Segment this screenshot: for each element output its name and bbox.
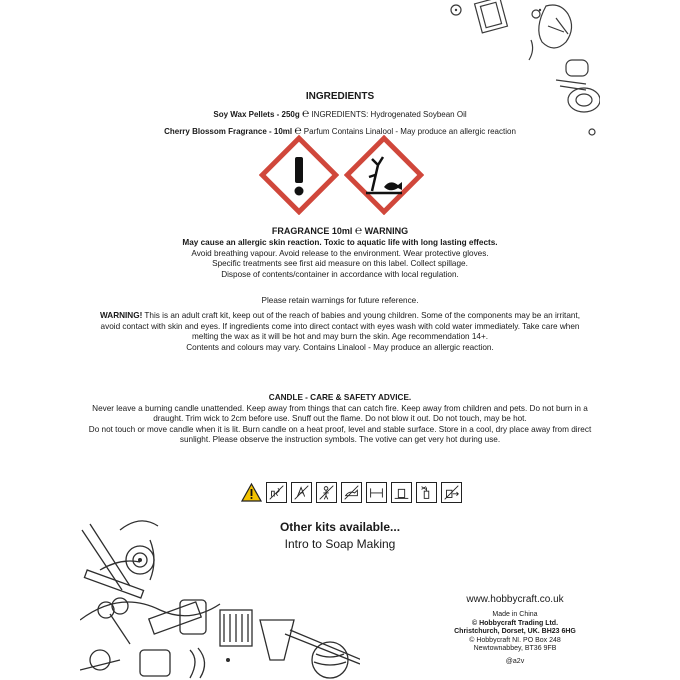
- ingredient-fragrance-text: Parfum Contains Linalool - May produce an allergic reaction: [303, 127, 516, 136]
- ingredients-heading: INGREDIENTS: [305, 91, 375, 102]
- hazard-statement: May cause an allergic skin reaction. Toxic to aquatic life with long lasting effects.: [182, 238, 498, 247]
- no-pets-icon: [341, 482, 362, 503]
- hazard-section: [80, 223, 600, 280]
- precaution-line-1: Avoid breathing vapour. Avoid release to the environment. Wear protective gloves.: [191, 248, 489, 258]
- warning-label: WARNING!: [100, 311, 143, 320]
- candle-advice-section: [86, 393, 594, 446]
- product-code: @a2v: [505, 657, 525, 665]
- candle-heading: CANDLE - CARE & SAFETY ADVICE.: [268, 393, 412, 402]
- min-distance-icon: [366, 482, 387, 503]
- no-draught-icon: [266, 482, 287, 503]
- warning-triangle-icon: [241, 482, 262, 503]
- company-info: [420, 594, 610, 667]
- other-kit-item: Intro to Soap Making: [284, 537, 396, 551]
- candle-para-2: Do not touch or move candle when it is lit. Burn candle on a heat proof, level and stable surface. Store in a cool, dry place away from direct sunlight. Please observe the instruction symbols. The votive can get very hot during use.: [88, 424, 592, 444]
- estimated-sign-hazard: ℮: [354, 223, 363, 237]
- candle-safety-symbols: [241, 482, 462, 503]
- ingredient-line-wax: [80, 106, 600, 121]
- fragrance-label: FRAGRANCE 10ml: [271, 226, 353, 236]
- exclamation-mark-pictogram: [259, 135, 339, 215]
- company-line-4: Newtownabbey, BT36 9FB: [473, 645, 557, 653]
- other-kits-section: [80, 520, 600, 551]
- retain-note: Please retain warnings for future reference.: [261, 296, 419, 305]
- fragrance-warning-line: [80, 223, 600, 238]
- website: www.hobbycraft.co.uk: [466, 594, 564, 605]
- heat-proof-surface-icon: [391, 482, 412, 503]
- no-moving-icon: [441, 482, 462, 503]
- warning-block: [92, 311, 588, 353]
- estimated-sign-wax: ℮: [302, 106, 310, 120]
- company-line-3: © Hobbycraft NI. PO Box 248: [469, 636, 561, 644]
- company-line-1: © Hobbycraft Trading Ltd.: [471, 619, 559, 627]
- ingredient-line-fragrance: [80, 123, 600, 138]
- environment-pictogram: [344, 135, 424, 215]
- warning-text: This is an adult craft kit, keep out of the reach of babies and young children. Some of the components may be an irritant, avoid contact with skin and eyes. If ingredients come into direct contact with eyes wash with cold water immediately. Take care when melting the wax as it will be hot and may burn the skin. Age recommendation 14+.: [100, 311, 580, 341]
- no-flammables-icon: [291, 482, 312, 503]
- estimated-sign-fragrance: ℮: [294, 123, 302, 137]
- trim-wick-icon: [416, 482, 437, 503]
- ingredient-wax-text: INGREDIENTS: Hydrogenated Soybean Oil: [311, 110, 467, 119]
- precaution-line-2: Specific treatments see first aid measure on this label. Collect spillage.: [212, 259, 468, 268]
- made-in: Made in China: [492, 611, 538, 618]
- warning-signal-word: WARNING: [364, 226, 409, 236]
- no-children-icon: [316, 482, 337, 503]
- precaution-line-3: Dispose of contents/container in accordance with local regulation.: [221, 269, 459, 279]
- ingredient-fragrance-name: Cherry Blossom Fragrance - 10ml: [164, 127, 293, 136]
- candle-para-1: Never leave a burning candle unattended. Keep away from things that can catch fire. Keep away from children and pets. Do not burn in a draught. Trim wick to 2cm before use. Snuff out the flame. Do not blow it out. Do not touch, may be hot.: [92, 403, 588, 423]
- other-kits-heading: Other kits available...: [279, 520, 401, 534]
- ingredient-wax-name: Soy Wax Pellets - 250g: [213, 110, 300, 119]
- ingredients-section: [80, 91, 600, 138]
- company-line-2: Christchurch, Dorset, UK. BH23 6HG: [454, 628, 576, 636]
- contents-note: Contents and colours may vary. Contains Linalool - May produce an allergic reaction.: [186, 342, 494, 352]
